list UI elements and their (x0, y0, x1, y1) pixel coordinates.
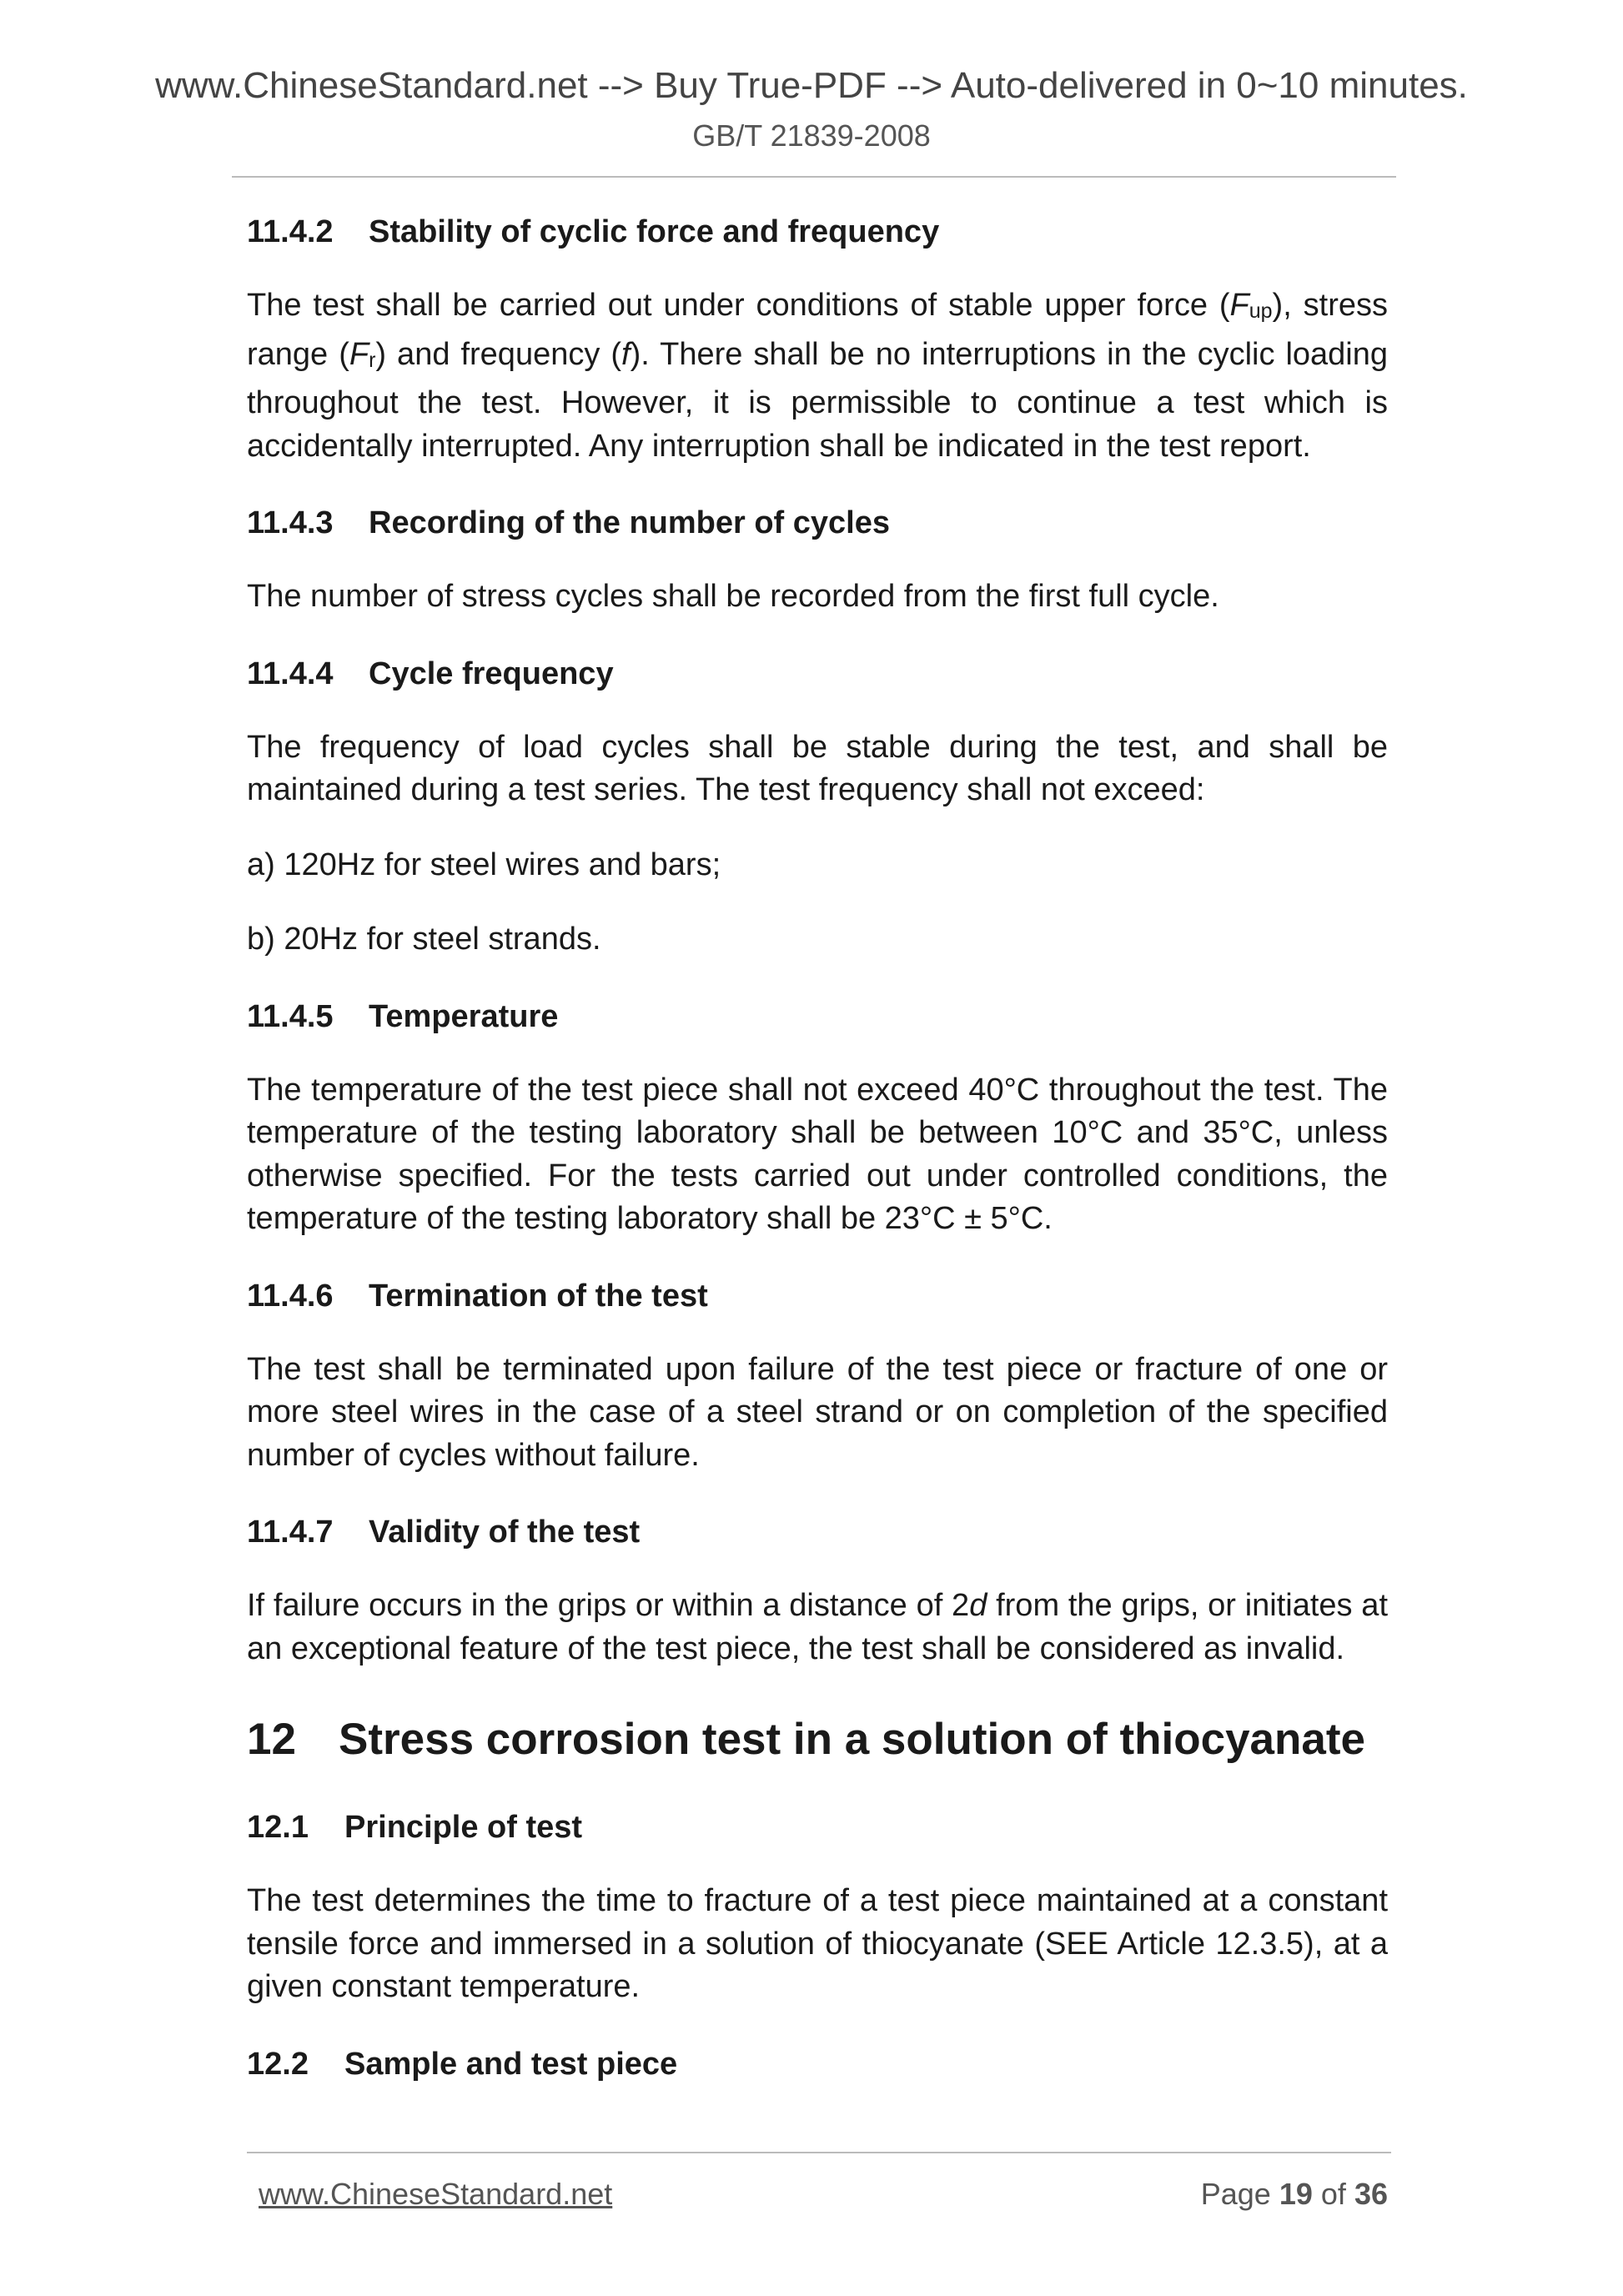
header-divider (232, 176, 1396, 178)
paragraph-11-4-2 (247, 284, 1388, 468)
text-run: ), stress range ( (247, 288, 1388, 372)
heading-12-2 (247, 2041, 1388, 2088)
document-body (247, 208, 1388, 2088)
standard-number: GB/T 21839-2008 (692, 118, 931, 153)
heading-title: Recording of the number of cycles (369, 505, 890, 540)
heading-11-4-2 (247, 208, 1388, 255)
heading-number: 12.1 (247, 1810, 309, 1845)
heading-title: Sample and test piece (344, 2046, 678, 2082)
footer-website-link[interactable]: www.ChineseStandard.net (259, 2177, 613, 2211)
text-run: ) and frequency ( (375, 336, 622, 372)
header-banner: www.ChineseStandard.net --> Buy True-PDF --> Auto-delivered in 0~10 minutes. (155, 65, 1468, 106)
page-indicator (1201, 2177, 1388, 2212)
page-current: 19 (1279, 2177, 1313, 2211)
list-item-b: b) 20Hz for steel strands. (247, 922, 601, 957)
paragraph-11-4-5: The temperature of the test piece shall not exceed 40°C throughout the test. The temperature of the testing laboratory shall be between 10°C and 35°C, unless otherwise specified. For the tests carried out under controlled conditions, the temperature of the testing laboratory shall be 23°C ± 5°C. (247, 1072, 1388, 1236)
paragraph-11-4-7 (247, 1585, 1388, 1671)
text-run: ). There shall be no interruptions in the cyclic loading throughout the test. However, it is permissible to continue a test which is accidentally interrupted. Any interruption shall be indicated in the test report. (247, 336, 1389, 464)
heading-number: 12 (247, 1715, 296, 1764)
text-run: from the grips, or initiates at an exceptional feature of the test piece, the test shall be considered as invalid. (247, 1588, 1389, 1666)
variable-d: d (969, 1588, 987, 1623)
heading-number: 11.4.3 (247, 505, 334, 540)
variable-frequency: f (621, 336, 631, 372)
heading-title: Stability of cyclic force and frequency (369, 214, 940, 249)
heading-title: Validity of the test (369, 1515, 641, 1550)
heading-number: 12.2 (247, 2046, 309, 2082)
text-run: The test shall be carried out under conditions of stable upper force ( (247, 288, 1230, 323)
variable-f-up: F (1229, 288, 1249, 323)
heading-11-4-4 (247, 651, 1388, 697)
paragraph-11-4-6: The test shall be terminated upon failure of the test piece or fracture of one or more steel wires in the case of a steel strand or on completion of the specified number of cycles without failure. (247, 1351, 1388, 1473)
heading-11-4-5 (247, 993, 1388, 1040)
heading-number: 11.4.6 (247, 1278, 334, 1314)
heading-title: Principle of test (344, 1810, 583, 1845)
heading-number: 11.4.4 (247, 656, 334, 691)
heading-12-1 (247, 1804, 1388, 1851)
text-run: If failure occurs in the grips or within a distance of 2 (247, 1588, 970, 1623)
heading-11-4-7 (247, 1509, 1388, 1555)
heading-number: 11.4.2 (247, 214, 334, 249)
list-item-a: a) 120Hz for steel wires and bars; (247, 847, 721, 882)
heading-title: Stress corrosion test in a solution of thiocyanate (339, 1715, 1366, 1764)
heading-title: Termination of the test (369, 1278, 708, 1314)
heading-number: 11.4.7 (247, 1515, 334, 1550)
paragraph-12-1: The test determines the time to fracture of a test piece maintained at a constant tensile force and immersed in a solution of thiocyanate (SEE Article 12.3.5), at a given constant temperature. (247, 1883, 1388, 2004)
heading-12 (247, 1711, 1388, 1769)
footer-divider (247, 2152, 1391, 2153)
heading-number: 11.4.5 (247, 998, 334, 1034)
paragraph-11-4-3: The number of stress cycles shall be recorded from the first full cycle. (247, 579, 1219, 614)
subscript-r: r (369, 348, 376, 372)
page-of: of (1320, 2177, 1346, 2211)
paragraph-11-4-4: The frequency of load cycles shall be stable during the test, and shall be maintained during a test series. The test frequency shall not exceed: (247, 729, 1388, 807)
page-total: 36 (1354, 2177, 1388, 2211)
page-label: Page (1200, 2177, 1271, 2211)
heading-title: Cycle frequency (369, 656, 614, 691)
heading-11-4-6 (247, 1273, 1388, 1319)
subscript-up: up (1249, 299, 1273, 323)
heading-11-4-3 (247, 500, 1388, 546)
variable-f-r: F (349, 336, 369, 372)
heading-title: Temperature (369, 998, 559, 1034)
